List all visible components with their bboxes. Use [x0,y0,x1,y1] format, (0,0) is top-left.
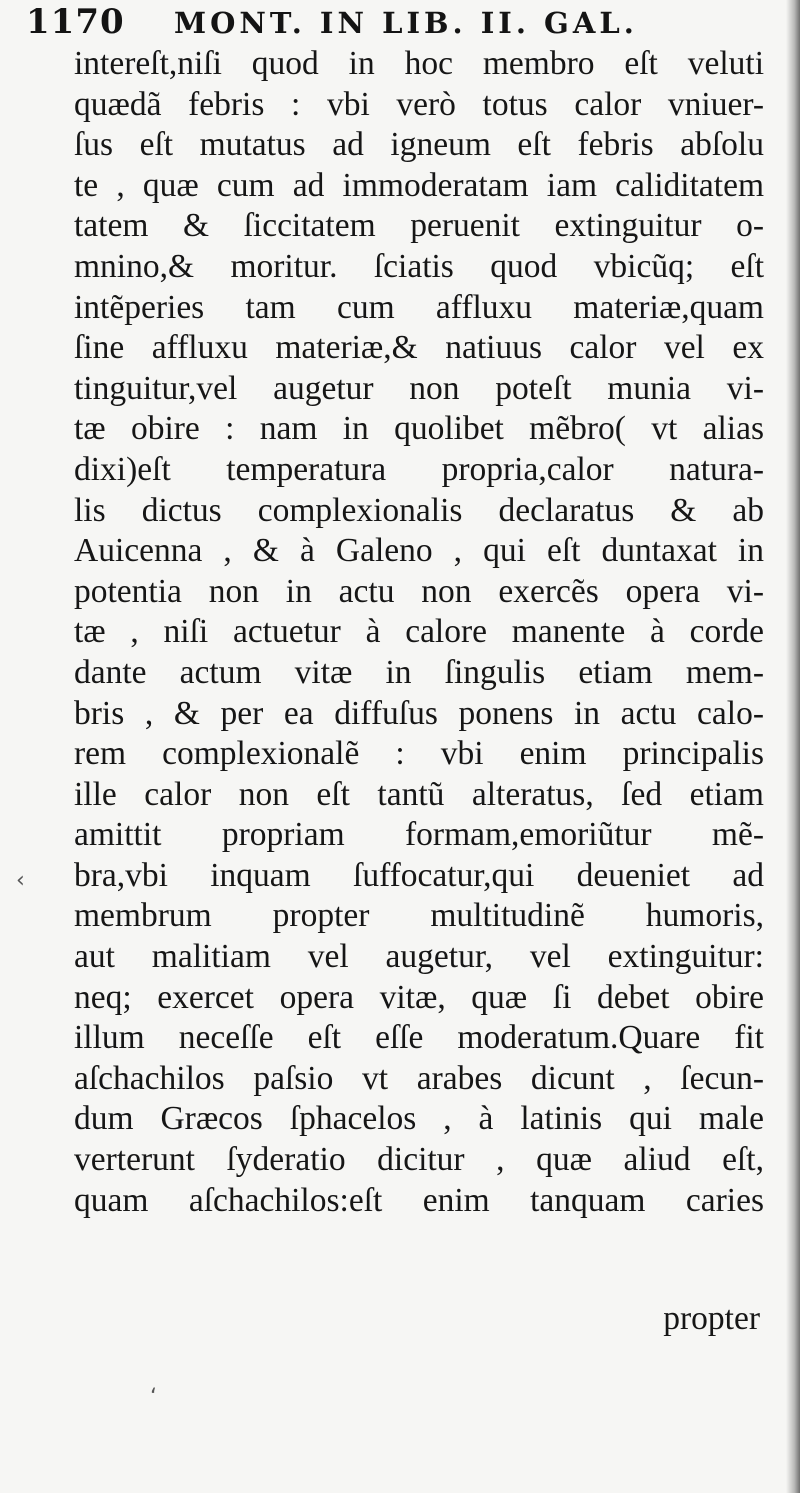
text-line: intereſt,niſi quod in hoc membro eſt veluti [74,45,764,82]
body-text [74,44,764,1221]
text-line: amittit propriam formam,emoriũtur mẽ- [74,816,764,854]
ink-speck: ‹ [16,868,25,893]
text-line: quam aſchachilos:eſt enim tanquam caries [74,1181,764,1219]
ink-speck: ‘ [150,1385,157,1410]
text-line: membrum propter multitudinẽ humoris, [74,897,764,935]
text-line: neq; exercet opera vitæ, quæ ſi debet obire [74,978,764,1016]
text-line: mnino,& moritur. ſciatis quod vbicũq; eſt [74,247,764,285]
text-line: bris , & per ea diffuſus ponens in actu calo- [74,694,764,732]
page-number: 1170 [26,2,125,42]
text-line: aut malitiam vel augetur, vel extinguitur: [74,938,764,976]
running-head [26,2,746,46]
scan-edge-shadow [786,0,800,1493]
text-line: tæ obire : nam in quolibet mẽbro( vt alias [74,410,764,448]
text-line: intẽperies tam cum affluxu materiæ,quam [74,288,764,326]
text-line: dante actum vitæ in ſingulis etiam mem- [74,653,764,691]
text-line: dixi)eſt temperatura propria,calor natura- [74,450,764,488]
text-line: dum Græcos ſphacelos , à latinis qui male [74,1100,764,1138]
text-line: verterunt ſyderatio dicitur , quæ aliud eſt, [74,1141,764,1179]
text-line: bra,vbi inquam ſuffocatur,qui deueniet ad [74,856,764,894]
text-line: tinguitur,vel augetur non poteſt munia vi- [74,369,764,407]
text-line: aſchachilos paſsio vt arabes dicunt , ſecun- [74,1059,764,1097]
text-line: quædã febris : vbi verò totus calor vniuer- [74,85,764,123]
text-line: Auicenna , & à Galeno , qui eſt duntaxat in [74,532,764,570]
text-line: tæ , niſi actuetur à calore manente à corde [74,613,764,651]
text-line: illum neceſſe eſt eſſe moderatum.Quare fit [74,1019,764,1057]
text-line: lis dictus complexionalis declaratus & ab [74,491,764,529]
text-line: rem complexionalẽ : vbi enim principalis [74,735,764,773]
text-line: potentia non in actu non exercẽs opera vi- [74,572,764,610]
text-line: ſine affluxu materiæ,& natiuus calor vel ex [74,329,764,367]
running-title: MONT. IN LIB. II. GAL. [174,6,638,40]
text-line: te , quæ cum ad immoderatam iam caliditatem [74,166,764,204]
text-line: ſus eſt mutatus ad igneum eſt febris abſolu [74,126,764,164]
text-line: tatem & ſiccitatem peruenit extinguitur o- [74,207,764,245]
catchword: propter [663,1300,760,1337]
text-line: ille calor non eſt tantũ alteratus, ſed etiam [74,775,764,813]
